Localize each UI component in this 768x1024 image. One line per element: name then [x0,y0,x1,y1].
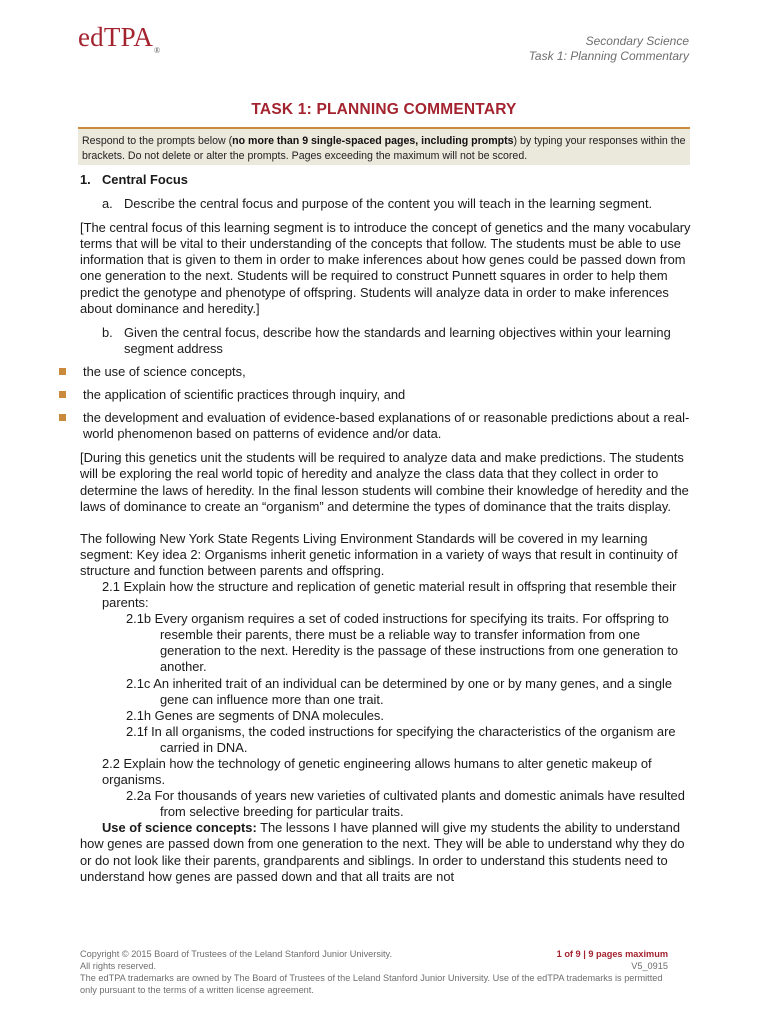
bullet-item [56,364,692,380]
trademark-text: The edTPA trademarks are owned by The Board of Trustees of the Leland Stanford Junior University. Use of the edTPA trademarks is permitted only pursuant to the terms of a written license agreement. [80,973,663,995]
prompt-b [102,325,692,357]
edtpa-logo [78,22,161,55]
logo-text: edTPA [78,22,154,52]
rights-text: All rights reserved. [80,961,157,971]
version-label: V5_0915 [631,961,668,971]
bullet-text: the use of science concepts, [83,363,246,379]
section-heading [80,172,692,188]
instructions-emphasis: no more than 9 single-spaced pages, including prompts [232,135,514,147]
standard-2-1f: 2.1f In all organisms, the coded instructions for specifying the characteristics of the organism are carried in DNA. [126,723,676,755]
standards-intro: The following New York State Regents Living Environment Standards will be covered in my learning segment: Key idea 2: Organisms inherit genetic information in a variety of ways that result in continuity of structure and function between parents and offspring. [80,530,678,578]
bullet-square-icon [59,391,66,398]
instructions-text-end: ) by typing your responses within the brackets. Do not delete or alter the prompts. Pages exceeding the maximum will not be scored. [82,135,686,162]
instructions-text: Respond to the prompts below ( [82,135,233,147]
task-label: Task 1: Planning Commentary [528,49,689,63]
prompt-letter: b. [102,324,113,340]
copyright-text: Copyright © 2015 Board of Trustees of the Leland Stanford Junior University. [80,949,392,959]
response-b: [During this genetics unit the students will be required to analyze data and make predictions. The students will be exploring the real world topic of heredity and analyze the class data that they collect in order to determine the laws of heredity. In the final lesson students will combine their knowledge of heredity and the laws of dominance to create an “organism” and determine the types of dominance that the traits display. [80,450,689,514]
response-a: [The central focus of this learning segment is to introduce the concept of genetics and the many vocabulary terms that will be vital to their understanding of the concepts that follow. The students must be able to use information that is given to them in order to make inferences about how genes could be passed down from one generation to the next. Students will be required to construct Punnett squares in order to help them predict the genotype and phenotype of offspring. Students will analyze data in order to make inferences about dominance and heredity.] [80,220,691,316]
registered-mark: ® [154,46,161,55]
use-of-science-concepts [80,820,692,884]
subject-label: Secondary Science [585,34,689,48]
bullet-square-icon [59,414,66,421]
prompt-text: Describe the central focus and purpose of the content you will teach in the learning segment. [124,196,653,212]
section-number: 1. [80,172,91,187]
instructions-box [78,127,690,165]
use-label: Use of science concepts: [102,820,257,836]
section-title: Central Focus [102,172,188,187]
page-title: TASK 1: PLANNING COMMENTARY [251,101,517,118]
bullet-item [56,410,692,442]
bullet-text: the development and evaluation of evidence-based explanations of or reasonable predictions about a real-world phenomenon based on patterns of evidence and/or data. [83,410,690,442]
prompt-a [102,196,692,212]
bullet-text: the application of scientific practices through inquiry, and [83,387,406,403]
standard-2-1h: 2.1h Genes are segments of DNA molecules. [126,707,384,723]
page-footer [80,948,668,996]
prompt-letter: a. [102,196,113,212]
use-text: The lessons I have planned will give my students the ability to understand how genes are passed down from one generation to the next. They will be able to understand why they do or do not look like their parents, grandparents and siblings. In order to understand this students need to understand how genes are passed down and that all traits are not [80,820,685,884]
bullet-square-icon [59,368,66,375]
commentary-body [80,172,692,885]
standard-2-2a: 2.2a For thousands of years new varieties of cultivated plants and domestic animals have resulted from selective breeding for particular traits. [126,788,685,820]
standard-2-1c: 2.1c An inherited trait of an individual can be determined by one or by many genes, and a single gene can influence more than one trait. [126,675,673,707]
standard-2-2: 2.2 Explain how the technology of genetic engineering allows humans to alter genetic makeup of organisms. [102,756,652,788]
page-number: 1 of 9 | 9 pages maximum [556,949,668,959]
header-info [529,34,689,64]
standard-2-1b: 2.1b Every organism requires a set of coded instructions for specifying its traits. For offspring to resemble their parents, there must be a reliable way to transfer information from one generation to the next. Heredity is the passage of these instructions from one generation to another. [126,611,679,675]
standard-2-1: 2.1 Explain how the structure and replication of genetic material result in offspring that resemble their parents: [102,578,677,611]
prompt-text: Given the central focus, describe how the standards and learning objectives within your learning segment address [124,324,671,356]
bullet-item [56,387,692,403]
